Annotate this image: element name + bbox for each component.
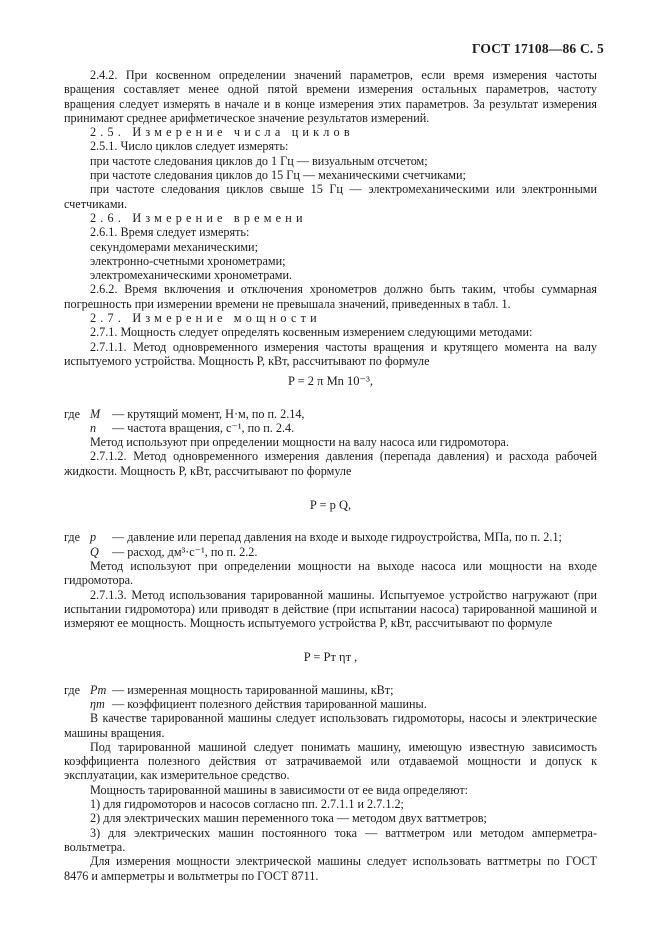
legend-row — [64, 545, 597, 559]
legend-text: — расход, дм³·с⁻¹, по п. 2.2. — [112, 544, 258, 559]
list-item: электронно-счетными хронометрами; — [90, 253, 286, 268]
legend-text: — частота вращения, с⁻¹, по п. 2.4. — [112, 420, 295, 435]
section-heading-2-6: 2.6. Измерение времени — [90, 210, 307, 225]
formula-3: P = Pт ηт , — [303, 650, 358, 665]
formula-1: P = 2 π Mn 10⁻³, — [287, 374, 374, 389]
list-item: секундомерами механическими; — [90, 239, 258, 254]
legend-lead — [64, 421, 90, 435]
paragraph-2-7-1-1: 2.7.1.1. Метод одновременного измерения частоты вращения и крутящего момента на валу испытуемого устройства. Мощность P, кВт, рассчитывают по формуле — [64, 339, 597, 368]
legend-symbol: Pт — [90, 682, 107, 697]
legend-text: — коэффициент полезного действия тарированной машины. — [112, 696, 427, 711]
legend-text: — крутящий момент, Н·м, по п. 2.14, — [112, 406, 305, 421]
legend-row — [64, 697, 597, 711]
legend-lead: где — [64, 406, 81, 421]
legend-symbol: Q — [90, 544, 99, 559]
paragraph-method-note: Метод используют при определении мощности на валу насоса или гидромотора. — [90, 435, 509, 450]
legend-row — [64, 683, 597, 697]
legend-symbol: p — [90, 530, 97, 545]
paragraph-2-5-1: 2.5.1. Число циклов следует измерять: — [90, 139, 289, 154]
formula-2: P = p Q, — [309, 498, 352, 513]
list-item: 3) для электрических машин постоянного тока — ваттметром или методом амперметра-вольтметра. — [64, 825, 597, 854]
paragraph-instruments: Для измерения мощности электрической машины следует использовать ваттметры по ГОСТ 8476 и амперметры и вольтметры по ГОСТ 8711. — [64, 854, 597, 883]
list-item: 1) для гидромоторов и насосов согласно пп. 2.7.1.1 и 2.7.1.2; — [90, 797, 404, 812]
legend-symbol: ηт — [90, 696, 105, 711]
paragraph-2-6-1: 2.6.1. Время следует измерять: — [90, 225, 250, 240]
paragraph-calibrated-definition: Под тарированной машиной следует понимать машину, имеющую известную зависимость коэффициента полезного действия от затрачиваемой или отдаваемой мощности и допуск к эксплуатации, как измерительное средство. — [64, 739, 597, 783]
section-heading-2-7: 2.7. Измерение мощности — [90, 311, 321, 326]
legend-text: — давление или перепад давления на входе и выходе гидроустройства, МПа, по п. 2.1; — [112, 530, 562, 545]
page-header: ГОСТ 17108—86 С. 5 — [471, 41, 604, 56]
paragraph-method-note: Метод используют при определении мощности на выходе насоса или мощности на входе гидромотора. — [64, 558, 597, 588]
list-item: при частоте следования циклов до 1 Гц — визуальным отсчетом; — [90, 153, 428, 168]
paragraph-2-7-1-3: 2.7.1.3. Метод использования тарированной машины. Испытуемое устройство нагружают (при испытании гидромотора) или приводят в действие (при испытании насоса) тарированной машиной и измеряют ее мощность. Мощность испытуемого устройства P, кВт, рассчитывают по формуле — [64, 587, 597, 631]
list-item: при частоте следования циклов до 15 Гц — механическими счетчиками; — [90, 168, 466, 183]
legend-row — [64, 407, 597, 421]
document-body — [64, 68, 597, 883]
paragraph-power-determination: Мощность тарированной машины в зависимости от ее вида определяют: — [90, 782, 469, 797]
paragraph-calibrated-machine: В качестве тарированной машины следует использовать гидромоторы, насосы и электрические машины вращения. — [64, 711, 597, 740]
legend-row — [64, 530, 597, 544]
paragraph-2-7-1: 2.7.1. Мощность следует определять косвенным измерением следующими методами: — [90, 325, 533, 340]
list-item: при частоте следования циклов свыше 15 Гц — электромеханическими или электронными счетчиками. — [64, 182, 597, 211]
legend-symbol: n — [90, 420, 97, 435]
section-heading-2-5: 2.5. Измерение числа циклов — [90, 125, 354, 140]
legend-lead: где — [64, 682, 81, 697]
legend-row — [64, 421, 597, 435]
list-item: электромеханическими хронометрами. — [90, 268, 293, 283]
legend-lead — [64, 697, 90, 711]
paragraph-2-7-1-2: 2.7.1.2. Метод одновременного измерения давления (перепада давления) и расхода рабочей жидкости. Мощность P, кВт, рассчитывают по формуле — [64, 449, 597, 478]
legend-text: — измеренная мощность тарированной машины, кВт; — [112, 682, 394, 697]
list-item: 2) для электрических машин переменного тока — методом двух ваттметров; — [90, 811, 487, 826]
legend-lead — [64, 545, 90, 559]
legend-lead: где — [64, 530, 81, 545]
paragraph-2-6-2: 2.6.2. Время включения и отключения хронометров должно быть таким, чтобы суммарная погрешность при измерении времени не превышала значений, приведенных в табл. 1. — [64, 282, 597, 311]
paragraph-2-4-2: 2.4.2. При косвенном определении значений параметров, если время измерения частоты вращения составляет менее одной пятой времени измерения остальных параметров, частоту вращения следует измерять в начале и в конце измерения этих параметров. За результат измерения принимают среднее арифметическое значение результатов измерений. — [64, 68, 597, 125]
legend-symbol: M — [90, 406, 101, 421]
